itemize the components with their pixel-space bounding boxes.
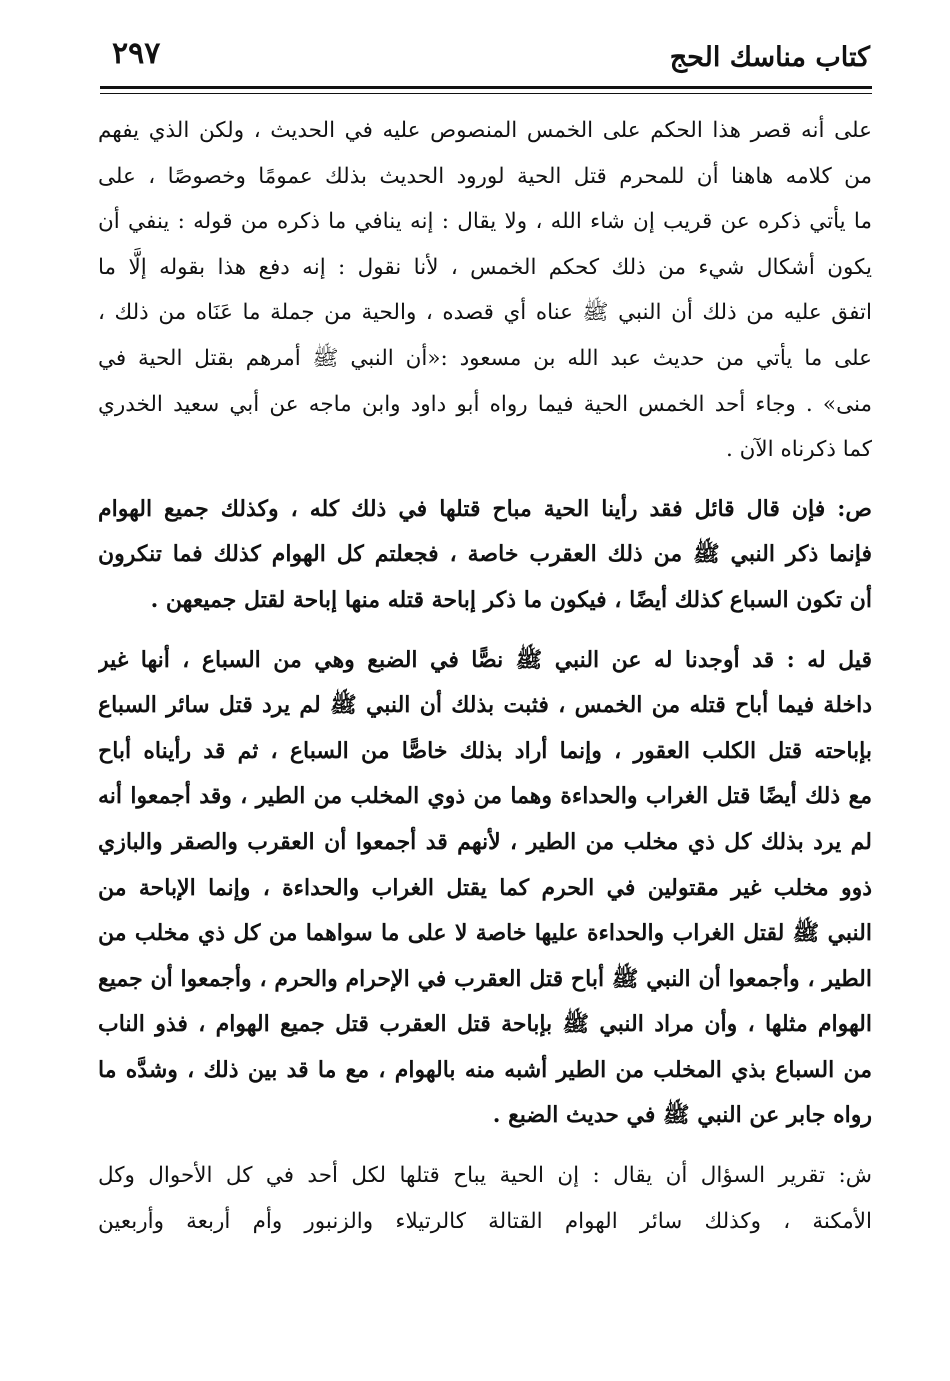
commentary-paragraph xyxy=(98,108,872,473)
text-line: منى» . وجاء أحد الخمس الحية فيما رواه أبو داود وابن ماجه عن أبي سعيد الخدري xyxy=(98,391,872,417)
text-line: الأمكنة ، وكذلك سائر الهوام القتالة كالرتيلاء والزنبور وأم أربعة وأربعين xyxy=(98,1208,872,1234)
text-line: بإباحته قتل الكلب العقور ، وإنما أراد بذلك خاصًّا من السباع ، ثم قد رأيناه أباح xyxy=(98,737,872,764)
page-number: ٢٩٧ xyxy=(112,36,161,71)
text-line: يكون أشكال شيء من ذلك كحكم الخمس ، لأنا نقول : إنه دفع هذا بقوله إلَّا ما xyxy=(98,254,872,280)
text-line: أن تكون السباع كذلك أيضًا ، فيكون ما ذكر إباحة قتله منها إباحة لقتل جميعهن . xyxy=(150,586,872,613)
text-line: قيل له : قد أوجدنا له عن النبي ﷺ نصًّا في الضبع وهي من السباع ، أنها غير xyxy=(98,646,872,673)
text-line: اتفق عليه من ذلك أن النبي ﷺ عناه أي قصده ، والحية من جملة ما عَنَاه من ذلك ، xyxy=(98,300,872,326)
text-line: داخلة فيما أباح قتله من الخمس ، فثبت بذلك أن النبي ﷺ لم يرد قتل سائر السباع xyxy=(98,692,872,719)
text-line: من كلامه هاهنا أن للمحرم قتل الحية لورود الحديث بذلك عمومًا وخصوصًا ، على xyxy=(98,163,872,189)
text-line: فإنما ذكر النبي ﷺ من ذلك العقرب خاصة ، فجعلتم كل الهوام كذلك فما تنكرون xyxy=(98,541,872,568)
text-line: على أنه قصر هذا الحكم على الخمس المنصوص عليه في الحديث ، ولكن الذي يفهم xyxy=(98,118,872,143)
text-line: من السباع بذي المخلب من الطير أشبه منه بالهوام ، مع ما قد بين ذلك ، وشدَّه ما xyxy=(98,1056,872,1083)
text-line: ص: فإن قال قائل فقد رأينا الحية مباح قتلها في ذلك كله ، وكذلك جميع الهوام xyxy=(98,495,872,522)
text-line: ذوو مخلب غير مقتولين في الحرم كما يقتل الغراب والحداءة ، وإنما الإباحة من xyxy=(98,874,872,901)
text-line: لم يرد بذلك كل ذي مخلب من الطير ، لأنهم قد أجمعوا أن العقرب والصقر والبازي xyxy=(98,828,872,855)
matn-answer-paragraph xyxy=(98,638,872,1140)
text-line: كما ذكرناه الآن . xyxy=(725,437,872,463)
text-line: مع ذلك أيضًا قتل الغراب والحداءة وهما من ذوي المخلب من الطير ، وقد أجمعوا أنه xyxy=(98,783,872,810)
text-line: ش: تقرير السؤال أن يقال : إن الحية يباح قتلها لكل أحد في كل الأحوال وكل xyxy=(98,1163,872,1189)
text-line: النبي ﷺ لقتل الغراب والحداءة عليها خاصة لا على ما سواهما من كل ذي مخلب من xyxy=(98,920,872,947)
text-line: ما يأتي ذكره عن قريب إن شاء الله ، ولا يقال : إنه ينافي ما ذكره من قوله : ينفي أن xyxy=(98,209,872,235)
text-line: الطير ، وأجمعوا أن النبي ﷺ أباح قتل العقرب في الإحرام والحرم ، وأجمعوا أن جميع xyxy=(98,965,872,992)
page-header xyxy=(100,30,872,89)
sharh-paragraph xyxy=(98,1153,872,1244)
book-title: كتاب مناسك الحج xyxy=(669,42,870,73)
text-line: على ما يأتي من حديث عبد الله بن مسعود :«أن النبي ﷺ أمرهم بقتل الحية في xyxy=(98,345,872,371)
header-rule xyxy=(100,93,872,94)
page-body xyxy=(98,108,872,1244)
text-line: الهوام مثلها ، وأن مراد النبي ﷺ بإباحة قتل العقرب قتل جميع الهوام ، فذو الناب xyxy=(98,1011,872,1038)
text-line: رواه جابر عن النبي ﷺ في حديث الضبع . xyxy=(492,1102,872,1129)
matn-paragraph xyxy=(98,487,872,624)
